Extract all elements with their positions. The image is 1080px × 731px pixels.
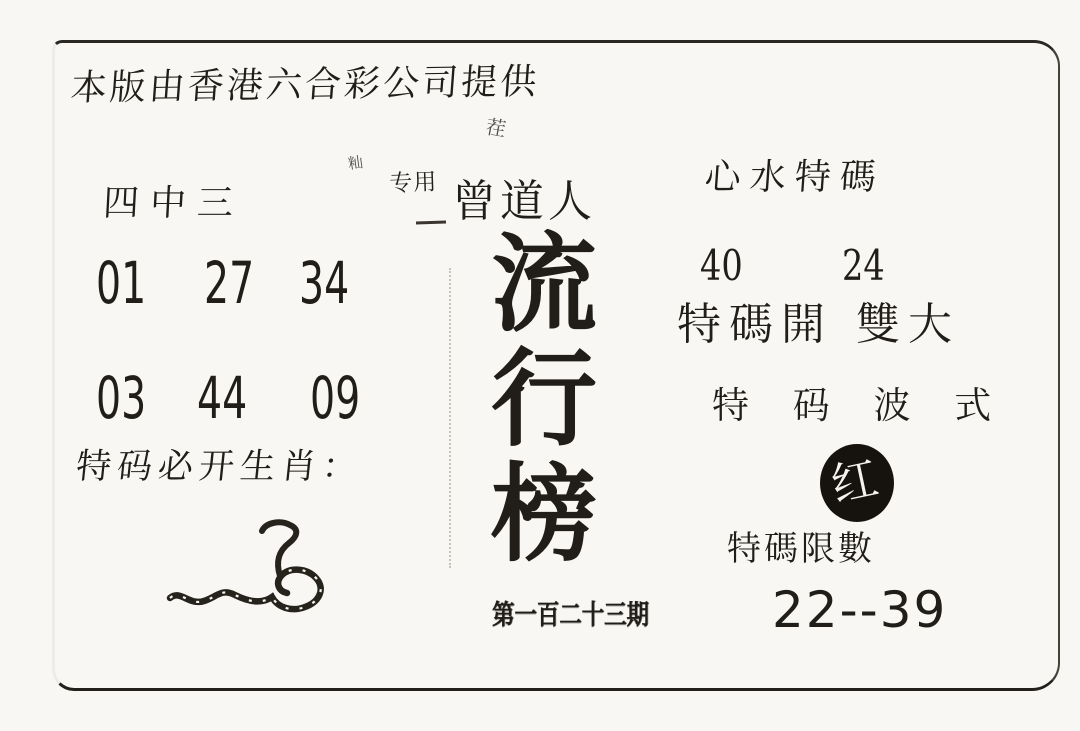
- snake-icon: [158, 512, 338, 617]
- lucky-number: 01: [96, 249, 147, 317]
- wave-color-text: 红: [826, 450, 883, 513]
- lucky-number: 03: [96, 364, 147, 432]
- main-title-char: 行: [491, 336, 597, 461]
- wave-color-badge: [820, 444, 894, 522]
- ink-smudge: 茬: [484, 114, 508, 142]
- lucky-number: 34: [299, 249, 350, 317]
- limit-label: 特碼限數: [727, 529, 875, 569]
- group-title-four-pick-three: 四中三: [102, 183, 246, 224]
- hot-pick-number: 40: [700, 241, 743, 290]
- zodiac-hint-label: 特码必开生肖：: [74, 447, 366, 487]
- lucky-number: 27: [204, 249, 255, 317]
- hot-pick-title: 心水特碼: [703, 157, 887, 198]
- special-open-label: 特碼開: [677, 299, 833, 350]
- main-title: [470, 221, 618, 576]
- wave-type-label: 特 码 波 式: [712, 384, 1008, 427]
- exclusive-use-label: 专用: [388, 169, 438, 197]
- main-title-char: 榜: [491, 451, 597, 576]
- lucky-number: 44: [197, 364, 248, 432]
- master-name: 曾道人: [452, 176, 596, 227]
- provider-line: 本版由香港六合彩公司提供: [69, 61, 541, 109]
- issue-number: 第一百二十三期: [492, 600, 649, 631]
- main-title-char: 流: [491, 221, 597, 346]
- fold-line-artifact: [449, 268, 451, 568]
- limit-range: 22--39: [772, 581, 948, 639]
- lucky-number: 09: [310, 364, 361, 432]
- hot-pick-number: 24: [842, 241, 885, 290]
- special-open-result: 雙大: [856, 299, 960, 350]
- ink-smudge: 籼: [346, 153, 365, 173]
